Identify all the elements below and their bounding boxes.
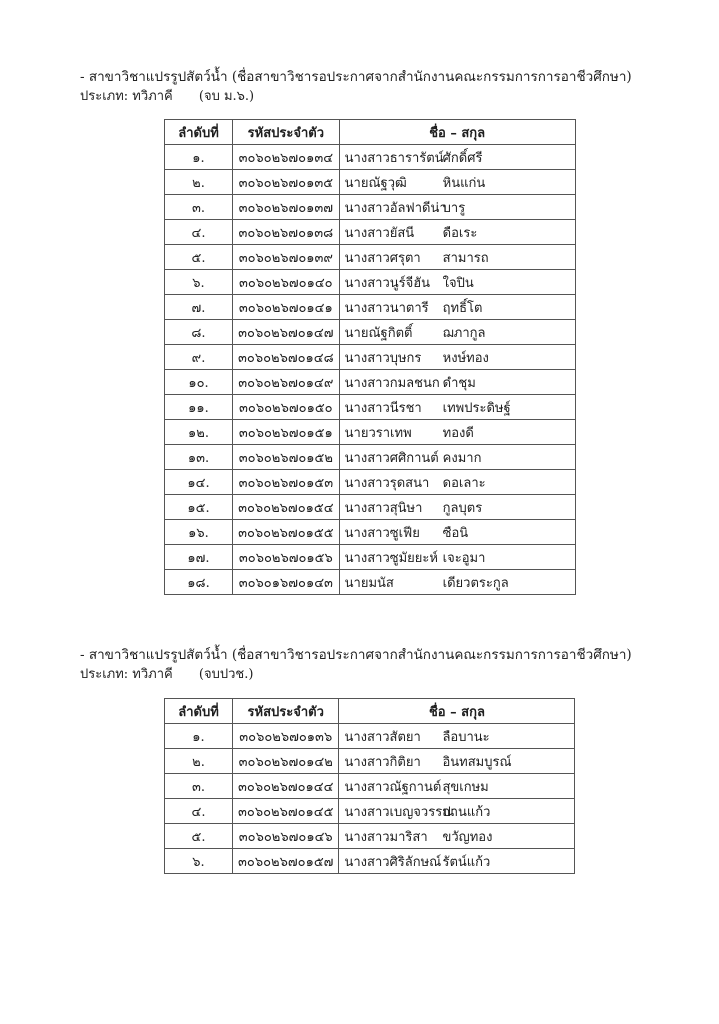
student-id: ๓๐๖๐๒๖๗๐๑๔๕ [233,799,339,824]
column-header-no: ลำดับที่ [165,120,233,145]
student-name [339,849,575,874]
last-name: เดียวตระกูล [442,575,509,591]
first-name: นายวราเทพ [344,425,412,441]
row-number: ๖. [165,849,233,874]
section2-table [164,698,575,874]
table-row [165,799,575,824]
table-row [165,520,576,545]
student-name [339,570,575,595]
table-row [165,320,576,345]
table-row [165,220,576,245]
first-name: นางสาวศิริลักษณ์ [344,854,442,870]
last-name: ขวัญทอง [442,829,493,845]
student-id: ๓๐๖๐๒๖๗๐๑๔๘ [233,345,340,370]
first-name: นางสาวอัลฟาดีน่า [344,200,447,216]
table-row [165,849,575,874]
student-name [339,749,575,774]
student-name [339,220,575,245]
student-name [339,195,575,220]
student-id: ๓๐๖๐๒๖๗๐๑๔๐ [233,270,340,295]
student-id: ๓๐๖๐๒๖๗๐๑๔๖ [233,824,339,849]
table-row [165,570,576,595]
last-name: ปานแก้ว [442,804,491,820]
first-name: นายณัฐกิตติ์ [344,325,413,341]
first-name: นางสาวกิติยา [344,754,421,770]
section2-subheading [80,666,253,684]
section1-subheading [80,88,254,106]
first-name: นางสาวธารารัตน์ [344,150,444,166]
student-id: ๓๐๖๐๒๖๗๐๑๓๔ [233,145,340,170]
student-id: ๓๐๖๐๒๖๗๐๑๕๔ [233,495,340,520]
student-id: ๓๐๖๐๒๖๗๐๑๓๖ [233,724,339,749]
last-name: ดำชุม [442,375,476,391]
row-number: ๑. [165,145,233,170]
first-name: นางสาวมาริสา [344,829,428,845]
first-name: นางสาวบุษกร [344,350,422,366]
student-name [339,799,575,824]
first-name: นางสาวซูมัยยะห์ [344,550,438,566]
student-name [339,545,575,570]
first-name: นางสาวศศิกานต์ [344,450,439,466]
table-row [165,170,576,195]
student-id: ๓๐๖๐๒๖๗๐๑๔๔ [233,774,339,799]
row-number: ๑๗. [165,545,233,570]
row-number: ๖. [165,270,233,295]
table-header-row [165,120,576,145]
row-number: ๕. [165,824,233,849]
student-id: ๓๐๖๐๒๖๗๐๑๕๗ [233,849,339,874]
student-name [339,295,575,320]
first-name: นางสาวณัฐกานต์ [344,779,442,795]
row-number: ๗. [165,295,233,320]
first-name: นางสาวเบญจวรรณ [344,804,455,820]
last-name: หงษ์ทอง [442,350,489,366]
row-number: ๙. [165,345,233,370]
row-number: ๑๑. [165,395,233,420]
row-number: ๕. [165,245,233,270]
table-row [165,420,576,445]
last-name: ใจปิน [442,275,474,291]
first-name: นางสาวนีรชา [344,400,422,416]
student-name [339,824,575,849]
table-row [165,295,576,320]
first-name: นางสาวกมลชนก [344,375,440,391]
last-name: หินแก่น [442,175,486,191]
row-number: ๑๐. [165,370,233,395]
student-id: ๓๐๖๐๒๖๗๐๑๓๘ [233,220,340,245]
table-row [165,395,576,420]
table-row [165,545,576,570]
column-header-name: ชื่อ – สกุล [339,699,575,724]
student-id: ๓๐๖๐๒๖๗๐๑๔๙ [233,370,340,395]
section2-level: (จบปวช.) [198,667,254,682]
table-row [165,245,576,270]
student-name [339,145,575,170]
student-id: ๓๐๖๐๒๖๗๐๑๕๓ [233,470,340,495]
row-number: ๑๖. [165,520,233,545]
table-row [165,145,576,170]
student-name [339,420,575,445]
first-name: นายมนัส [344,575,394,591]
table-row [165,724,575,749]
table-row [165,824,575,849]
row-number: ๑๓. [165,445,233,470]
last-name: ซือนิ [442,525,469,541]
last-name: บารู [442,200,466,216]
student-name [339,245,575,270]
column-header-id: รหัสประจำตัว [233,120,340,145]
student-id: ๓๐๖๐๒๖๗๐๑๕๑ [233,420,340,445]
first-name: นางสาวนาตารี [344,300,429,316]
section1-type-label: ประเภท: ทวิภาคี [80,89,173,104]
column-header-name: ชื่อ – สกุล [339,120,575,145]
last-name: สุขเกษม [442,779,489,795]
student-id: ๓๐๖๐๒๖๗๐๑๓๗ [233,195,340,220]
row-number: ๑. [165,724,233,749]
table-row [165,195,576,220]
student-name [339,774,575,799]
first-name: นายณัฐวุฒิ [344,175,407,191]
student-id: ๓๐๖๐๒๖๗๐๑๓๕ [233,170,340,195]
section1-table [164,119,576,595]
student-id: ๓๐๖๐๒๖๗๐๑๕๖ [233,545,340,570]
student-name [339,395,575,420]
first-name: นางสาวนูร์จีฮัน [344,275,431,291]
first-name: นางสาวสุนิษา [344,500,423,516]
last-name: ศักดิ์ศรี [442,150,483,166]
table-header-row [165,699,575,724]
last-name: เจะอูมา [442,550,486,566]
row-number: ๔. [165,799,233,824]
row-number: ๓. [165,195,233,220]
first-name: นางสาวศรุตา [344,250,421,266]
last-name: ลือบานะ [442,729,490,745]
section1-heading: - สาขาวิชาแปรรูปสัตว์น้ำ (ชื่อสาขาวิชารอประกาศจากสำนักงานคณะกรรมการการอาชีวศึกษา) [80,69,632,85]
student-name [339,724,575,749]
last-name: ทองดี [442,425,474,441]
table-row [165,495,576,520]
student-name [339,170,575,195]
student-id: ๓๐๖๐๒๖๗๐๑๓๙ [233,245,340,270]
student-id: ๓๐๖๐๒๖๗๐๑๔๒ [233,749,339,774]
student-id: ๓๐๖๐๒๖๗๐๑๕๐ [233,395,340,420]
row-number: ๑๒. [165,420,233,445]
table-row [165,445,576,470]
last-name: ฌภากูล [442,325,486,341]
last-name: อินทสมบูรณ์ [442,754,512,770]
first-name: นางสาวซูเฟีย [344,525,420,541]
student-name [339,520,575,545]
student-name [339,345,575,370]
table-row [165,774,575,799]
row-number: ๔. [165,220,233,245]
table-row [165,270,576,295]
row-number: ๑๔. [165,470,233,495]
student-name [339,320,575,345]
table-row [165,345,576,370]
last-name: ฤทธิ์โต [442,300,483,316]
section1-level: (จบ ม.๖.) [198,89,255,104]
student-name [339,270,575,295]
student-name [339,470,575,495]
row-number: ๑๕. [165,495,233,520]
row-number: ๓. [165,774,233,799]
last-name: สามารถ [442,250,489,266]
student-id: ๓๐๖๐๒๖๗๐๑๔๗ [233,320,340,345]
last-name: ดอเลาะ [442,475,486,491]
row-number: ๒. [165,749,233,774]
last-name: รัตน์แก้ว [442,854,491,870]
last-name: กูลบุตร [442,500,483,516]
student-id: ๓๐๖๐๒๖๗๐๑๕๒ [233,445,340,470]
last-name: เทพประดิษฐ์ [442,400,511,416]
table-row [165,370,576,395]
first-name: นางสาวยัสนี [344,225,415,241]
student-id: ๓๐๖๐๒๖๗๐๑๕๕ [233,520,340,545]
row-number: ๑๘. [165,570,233,595]
student-id: ๓๐๖๐๒๖๗๐๑๔๑ [233,295,340,320]
first-name: นางสาวสัตยา [344,729,421,745]
table-row [165,749,575,774]
student-name [339,495,575,520]
section2-type-label: ประเภท: ทวิภาคี [80,667,173,682]
first-name: นางสาวรุดสนา [344,475,430,491]
column-header-id: รหัสประจำตัว [233,699,339,724]
last-name: ดือเระ [442,225,478,241]
student-name [339,445,575,470]
last-name: คงมาก [442,450,482,466]
table-row [165,470,576,495]
student-id: ๓๐๖๐๑๖๗๐๑๔๓ [233,570,340,595]
column-header-no: ลำดับที่ [165,699,233,724]
row-number: ๘. [165,320,233,345]
student-name [339,370,575,395]
row-number: ๒. [165,170,233,195]
section2-heading: - สาขาวิชาแปรรูปสัตว์น้ำ (ชื่อสาขาวิชารอประกาศจากสำนักงานคณะกรรมการการอาชีวศึกษา) [80,647,632,663]
